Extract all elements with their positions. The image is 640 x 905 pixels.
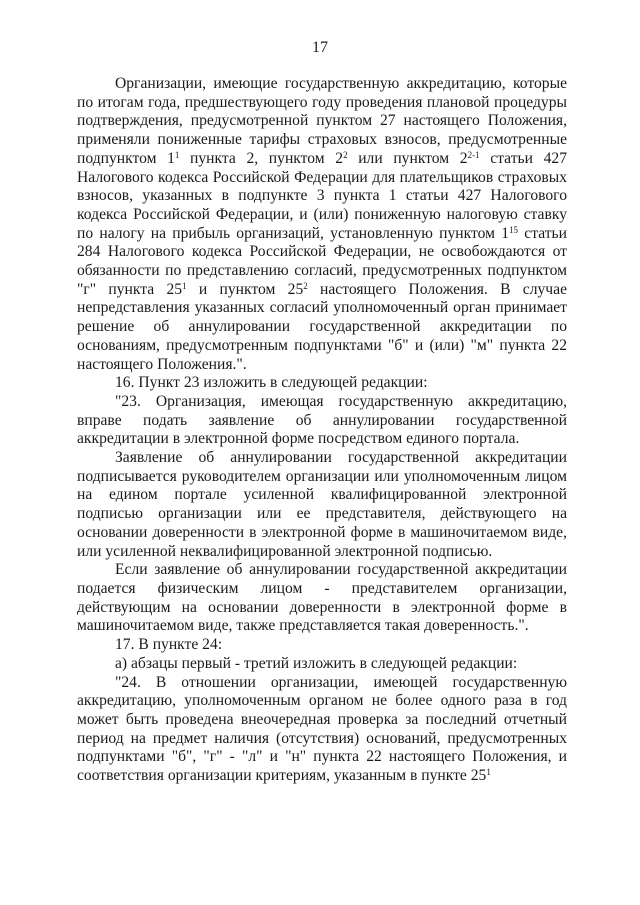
paragraph-3 [77,393,567,449]
superscript: 1 [486,767,491,778]
superscript: 1 [182,280,187,291]
superscript: 2 [303,280,308,291]
text-segment: Организации, имеющие государственную аккредитацию, которые по итогам года, предшествующего году проведения плановой процедуры подтверждения, предусмотренной пунктом 27 настоящего Положения, применяли пониженные тарифы страховых взносов, предусмотренные подпунктом 1 [77,75,567,167]
paragraph-2 [77,374,567,393]
text-segment: статьи 427 Налогового кодекса Российской Федерации для плательщиков страховых взносов, указанных в подпункте 3 пункта 1 статьи 427 Налогового кодекса Российской Федерации, и (или) пониженную налоговую ставку по налогу на прибыль организаций, установленную пунктом 1 [77,149,567,242]
text-segment: или пунктом 2 [347,149,468,167]
superscript: 2-1 [467,149,480,160]
text-segment: "24. В отношении организации, имеющей государственную аккредитацию, уполномоченным органом не более одного раза в год может быть проведена внеочередная проверка за последний отчетный период на предмет наличия (отсутствия) оснований, предусмотренных подпунктами "б", "г" - "л" и "н" пункта 22 настоящего Положения, и соответствия организации критериям, указанным в пункте 25 [77,673,567,785]
text-segment: "23. Организация, имеющая государственную аккредитацию, вправе подать заявление об аннулировании государственной аккредитации в электронной форме посредством единого портала. [77,392,567,448]
text-segment: пункта 2, пунктом 2 [179,149,344,167]
text-segment: 16. Пункт 23 изложить в следующей редакции: [115,374,428,392]
text-segment: а) абзацы первый - третий изложить в следующей редакции: [115,654,518,672]
text-segment: настоящего Положения. В случае непредставления указанных согласий уполномоченный орган принимает решение об аннулировании государственной аккредитации по основаниям, предусмотренным подпунктами "б" и (или) "м" пункта 22 настоящего Положения.". [77,280,567,373]
text-segment: 17. В пункте 24: [115,636,223,654]
paragraph-8 [77,674,567,786]
text-segment: Если заявление об аннулировании государственной аккредитации подается физическим лицом - представителем организации, действующим на основании доверенности в электронной форме в машиночитаемом виде, также представляется такая доверенность.". [77,561,567,635]
paragraph-4 [77,449,567,561]
superscript: 15 [509,224,519,235]
paragraph-5 [77,561,567,636]
page-number: 17 [312,39,328,56]
text-segment: Заявление об аннулировании государственной аккредитации подписывается руководителем организации или уполномоченным лицом на едином портале усиленной квалифицированной электронной подписью организации или ее представителя, действующего на основании доверенности в электронной форме в машиночитаемом виде, или усиленной неквалифицированной электронной подписью. [77,449,567,560]
paragraph-7 [77,655,567,674]
paragraph-6 [77,636,567,655]
body-text [77,75,567,786]
text-segment: и пунктом 25 [186,280,304,298]
text-segment: статьи 284 Налогового кодекса Российской Федерации, не освобождаются от обязанности по представлению согласий, предусмотренных подпунктом "г" пункта 25 [77,224,567,298]
superscript: 2 [343,149,348,160]
superscript: 1 [174,149,180,160]
paragraph-1 [77,75,567,374]
